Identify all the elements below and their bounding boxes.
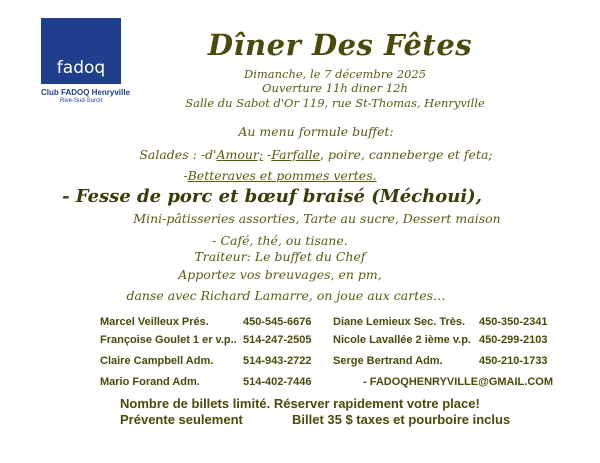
- footer-presale: Prévente seulement: [120, 412, 243, 427]
- contact-row: [0, 376, 600, 391]
- contact-name: Serge Bertrand Adm.: [333, 355, 443, 367]
- event-date: Dimanche, le 7 décembre 2025: [243, 67, 427, 81]
- salad-farfalle: Farfalle: [271, 147, 321, 162]
- salad-betteraves: Betteraves et pommes vertes.: [187, 168, 377, 183]
- salads2-prefix: -: [183, 168, 188, 183]
- bring-drinks: Apportez vos breuvages, en pm,: [178, 267, 382, 282]
- contact-email: - FADOQHENRYVILLE@GMAIL.COM: [363, 376, 553, 388]
- contact-name: Françoise Goulet 1 er v.p..: [100, 334, 237, 346]
- dance-info: danse avec Richard Lamarre, on joue aux cartes…: [126, 288, 446, 303]
- contact-phone: 450-545-6676: [243, 316, 312, 328]
- contact-phone: 450-299-2103: [479, 334, 548, 346]
- salads-rest: , poire, canneberge et feta;: [320, 147, 493, 162]
- footer-price: Billet 35 $ taxes et pourboire inclus: [292, 412, 511, 427]
- menu-salads: [16, 147, 600, 162]
- salads-sep: -: [263, 147, 272, 162]
- event-venue: Salle du Sabot d'Or 119, rue St-Thomas, Henryville: [185, 96, 485, 110]
- contact-row: [0, 316, 600, 331]
- logo-club-name: Club FADOQ Henryville: [41, 88, 130, 97]
- menu-salads-2: [0, 168, 580, 183]
- salads-prefix: Salades : -d': [139, 147, 217, 162]
- contact-phone: 514-247-2505: [243, 334, 312, 346]
- event-hours: Ouverture 11h diner 12h: [262, 81, 408, 95]
- caterer: Traiteur: Le buffet du Chef: [194, 249, 366, 264]
- contact-name: Diane Lemieux Sec. Très.: [333, 316, 466, 328]
- contact-phone: 450-210-1733: [479, 355, 548, 367]
- menu-drinks: - Café, thé, ou tisane.: [212, 233, 348, 248]
- logo-subtitle: Rive-Sud-Surcit: [59, 98, 102, 104]
- contact-row: [0, 355, 600, 370]
- menu-main-dish: - Fesse de porc et bœuf braisé (Méchoui),: [62, 186, 482, 207]
- menu-heading: Au menu formule buffet:: [238, 124, 394, 139]
- contact-phone: 514-402-7446: [243, 376, 312, 388]
- logo-word: fadoq: [56, 58, 106, 78]
- footer-limited: Nombre de billets limité. Réserver rapidement votre place!: [120, 396, 480, 411]
- contact-row: [0, 334, 600, 349]
- contact-name: Mario Forand Adm.: [100, 376, 200, 388]
- contact-phone: 514-943-2722: [243, 355, 312, 367]
- event-title: Dîner Des Fêtes: [207, 28, 473, 62]
- contact-name: Claire Campbell Adm.: [100, 355, 214, 367]
- menu-desserts: Mini-pâtisseries assorties, Tarte au sucre, Dessert maison: [133, 211, 501, 226]
- salad-amour: Amour;: [216, 147, 264, 162]
- contact-phone: 450-350-2341: [479, 316, 548, 328]
- contact-name: Nicole Lavallée 2 ième v.p.: [333, 334, 471, 346]
- contact-name: Marcel Veilleux Prés.: [100, 316, 209, 328]
